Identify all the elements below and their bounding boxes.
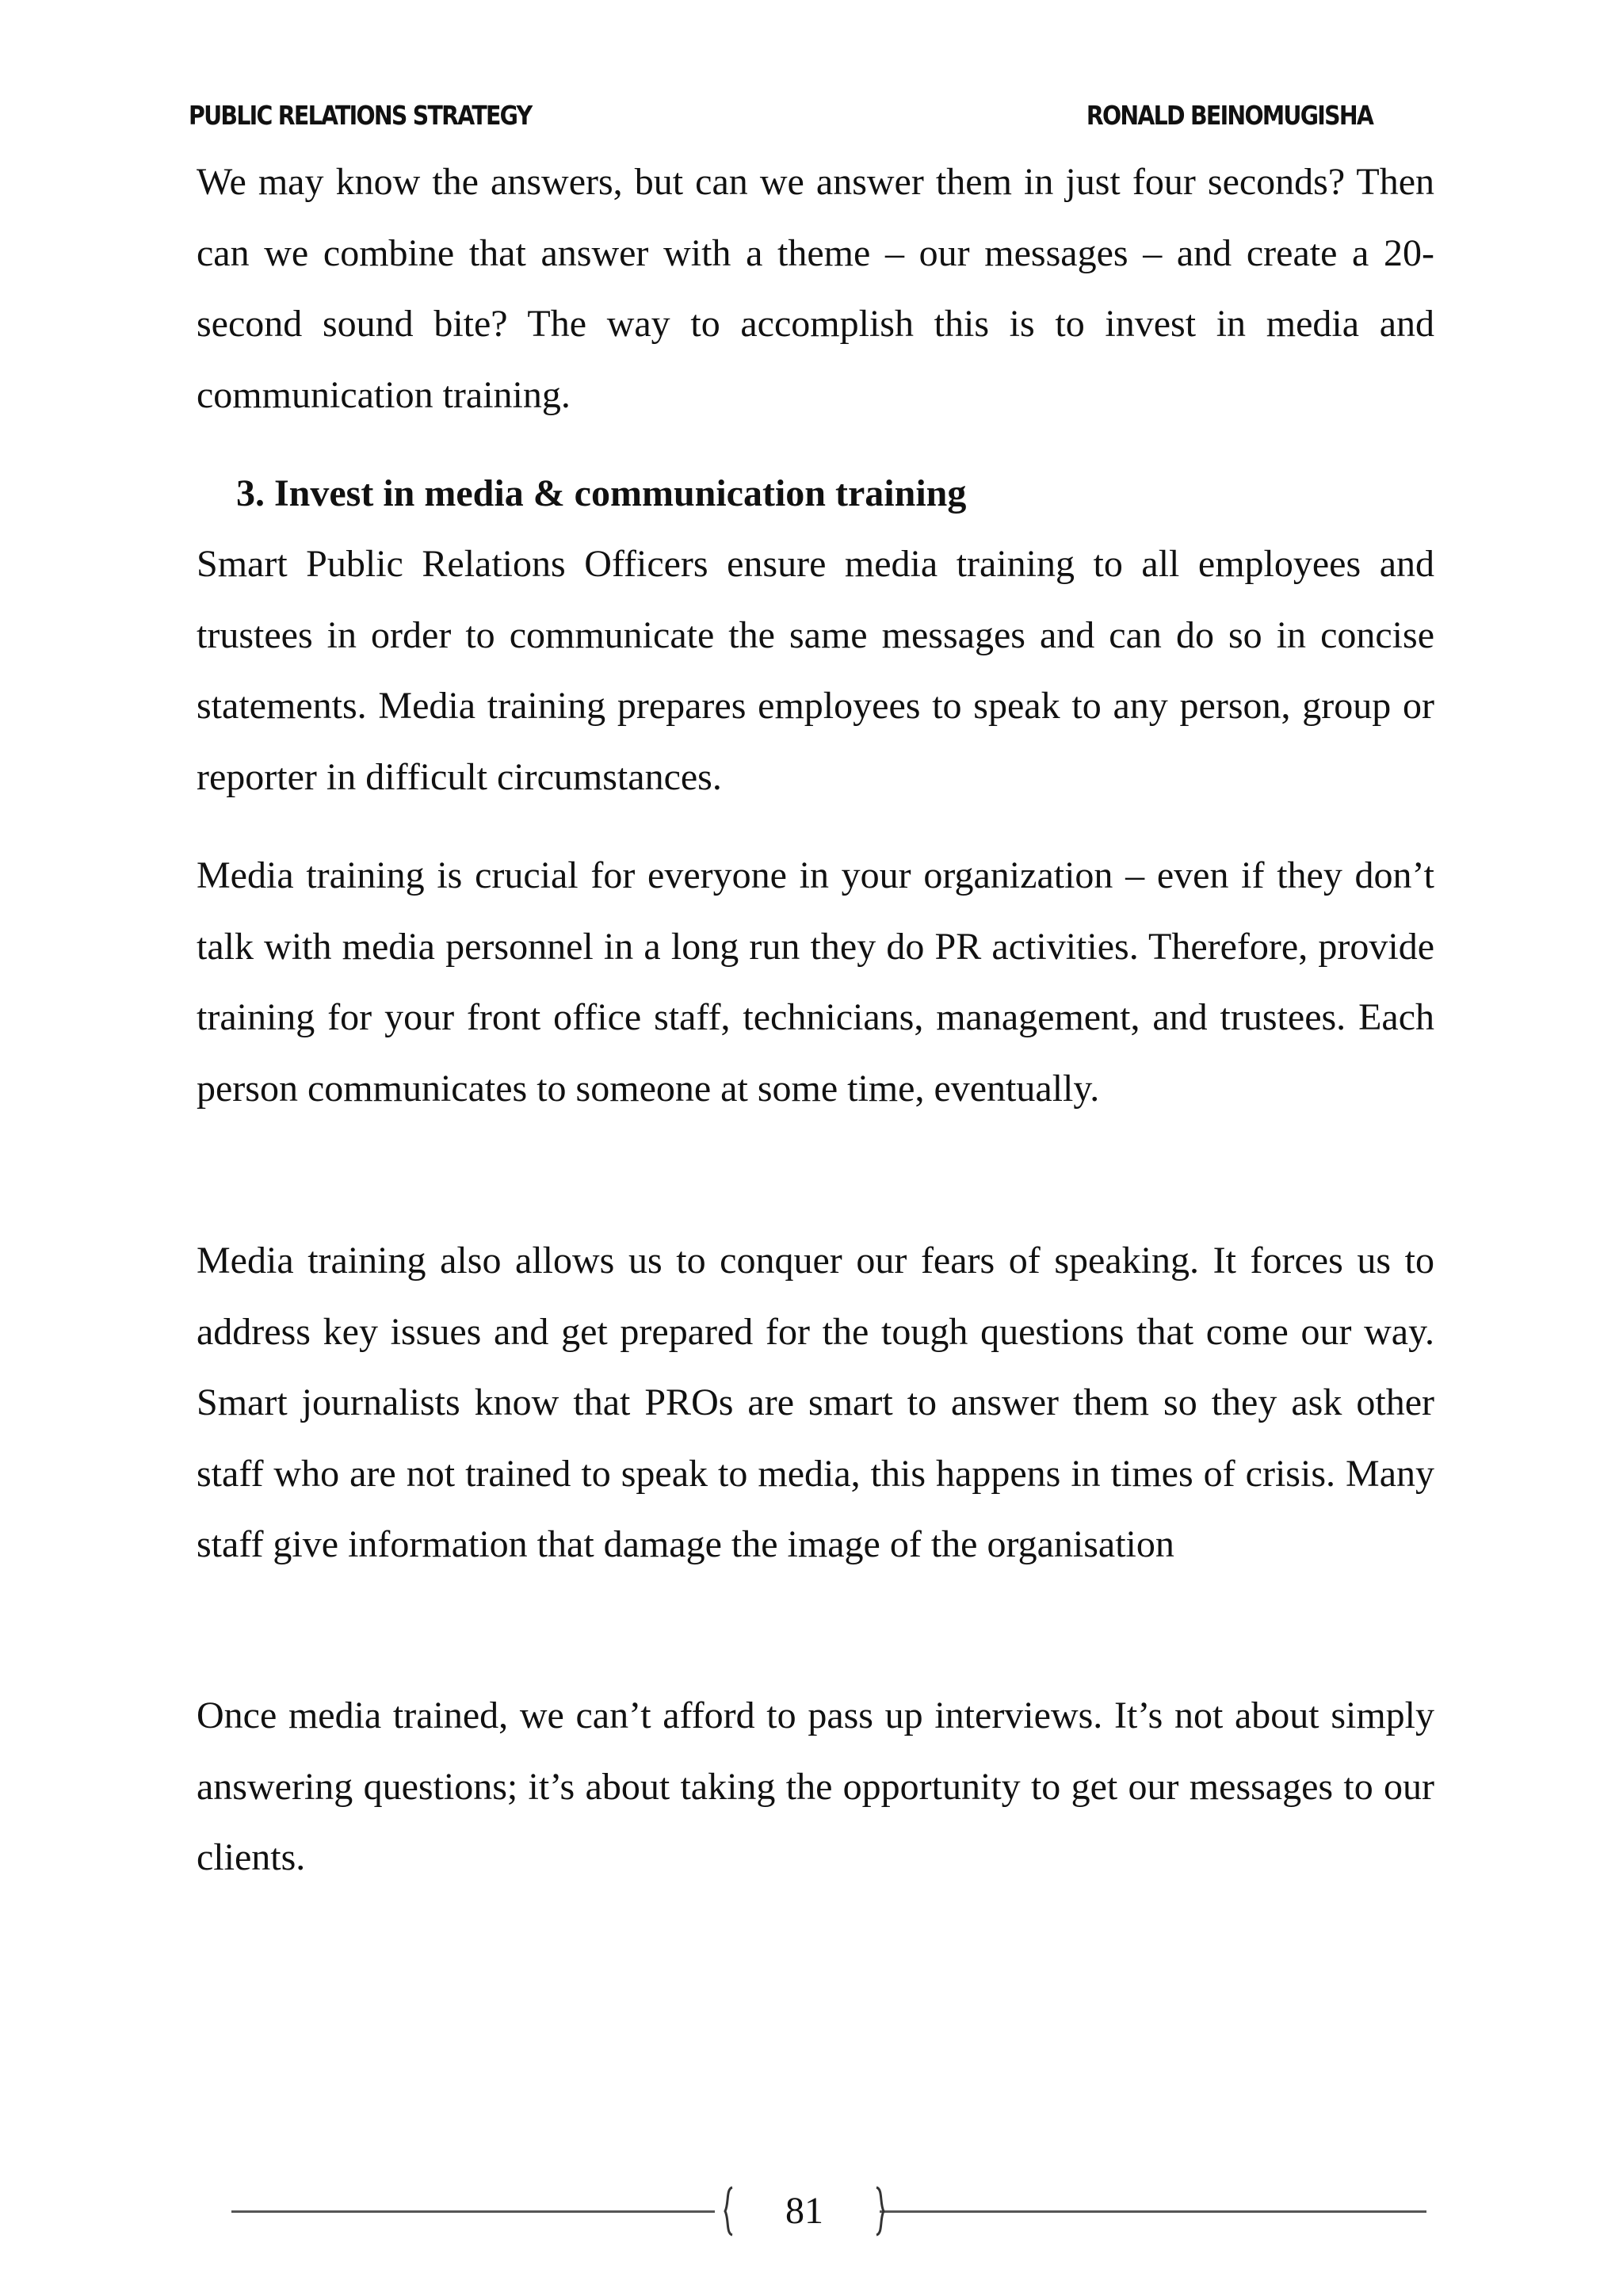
running-header-title: PUBLIC RELATIONS STRATEGY <box>189 100 532 131</box>
section-heading: 3. Invest in media & communication training <box>236 472 967 514</box>
running-header-author: RONALD BEINOMUGISHA <box>1086 100 1373 131</box>
body-paragraph-2 <box>197 840 1434 1124</box>
page-number: 81 <box>785 2190 823 2232</box>
intro-paragraph <box>197 147 1434 430</box>
body-paragraph-4 <box>197 1680 1434 1893</box>
body-paragraph-1 <box>197 529 1434 812</box>
paragraph-text: Smart Public Relations Officers ensure media training to all employees and trustees in order to communicate the same messages and can do so in concise statements. Media training prepares employees to speak to any person, group or reporter in difficult circumstances. <box>197 543 1434 798</box>
paragraph-text: Media training also allows us to conquer our fears of speaking. It forces us to address key issues and get prepared for the tough questions that come our way. Smart journalists know that PROs are smart to answer them so they ask other staff who are not trained to speak to media, this happens in times of crisis. Many staff give information that damage the image of the organisation <box>197 1240 1434 1565</box>
body-paragraph-3 <box>197 1225 1434 1580</box>
right-brace-icon <box>875 2186 886 2237</box>
footer-rule-right <box>880 2210 1426 2213</box>
paragraph-text: We may know the answers, but can we answer them in just four seconds? Then can we combine that answer with a theme – our messages – and create a 20-second sound bite? The way to accomplish this is to invest in media and communication training. <box>197 161 1434 416</box>
footer-rule-left <box>231 2210 715 2213</box>
left-brace-icon <box>723 2186 734 2237</box>
paragraph-text: Media training is crucial for everyone in your organization – even if they don’t talk with media personnel in a long run they do PR activities. Therefore, provide training for your front office staff, technicians, management, and trustees. Each person communicates to someone at some time, eventually. <box>197 854 1434 1110</box>
paragraph-text: Once media trained, we can’t afford to pass up interviews. It’s not about simply answering questions; it’s about taking the opportunity to get our messages to our clients. <box>197 1694 1434 1878</box>
